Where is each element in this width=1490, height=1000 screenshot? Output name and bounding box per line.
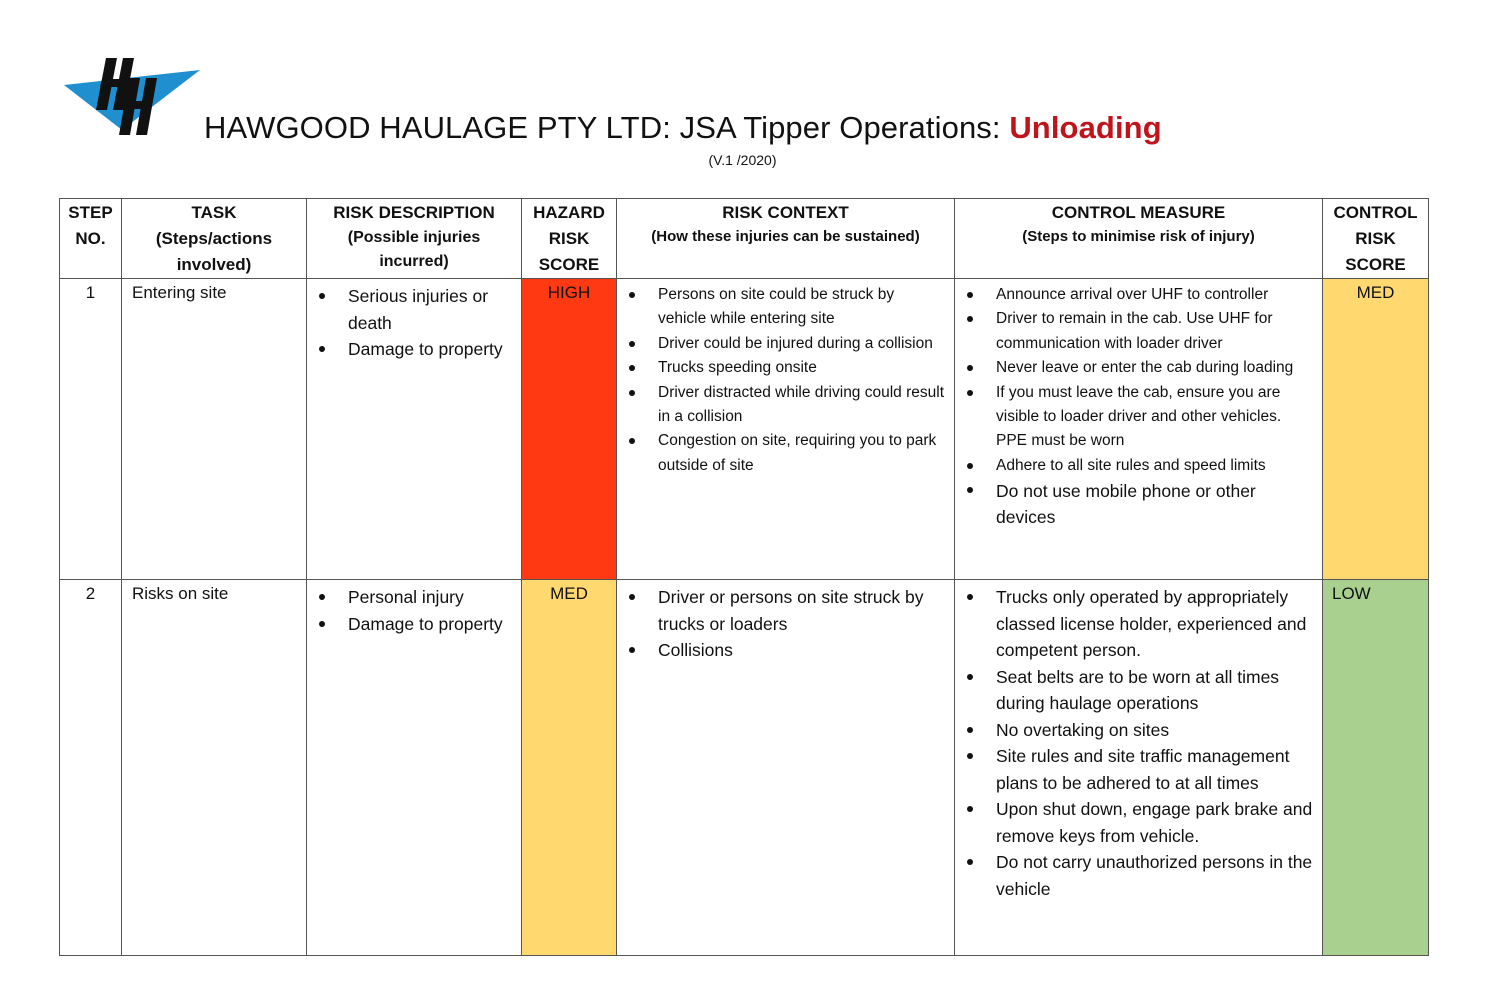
task-name: Entering site — [122, 279, 307, 580]
header-risk-desc-line1: RISK DESCRIPTION — [333, 203, 495, 222]
company-logo — [62, 52, 202, 142]
header-task-line3: involved) — [176, 255, 252, 274]
risk-context-cell — [617, 279, 955, 580]
header-control-line2: (Steps to minimise risk of injury) — [1022, 228, 1255, 245]
risk-description-list — [307, 580, 521, 637]
list-item: Site rules and site traffic management plans to be adhered to at all times — [955, 743, 1314, 796]
hazard-risk-score: HIGH — [522, 279, 617, 580]
list-item: Driver could be injured during a collision — [617, 332, 946, 356]
control-measure-list — [955, 279, 1322, 530]
title-accent: Unloading — [1009, 110, 1162, 145]
header-control-line1: CONTROL MEASURE — [1051, 203, 1226, 222]
list-item: Persons on site could be struck by vehicle while entering site — [617, 283, 946, 332]
header-control-score-line3: SCORE — [1345, 255, 1406, 274]
header-hazard-line2: RISK — [548, 229, 590, 248]
list-item: Upon shut down, engage park brake and remove keys from vehicle. — [955, 796, 1314, 849]
header-control-measure — [955, 199, 1323, 279]
list-item: Trucks only operated by appropriately classed license holder, experienced and competent person. — [955, 584, 1314, 664]
header-control-score-line2: RISK — [1355, 229, 1396, 248]
risk-description-cell — [307, 279, 522, 580]
list-item: Damage to property — [307, 611, 513, 638]
header-hazard-score — [522, 199, 617, 279]
hazard-risk-score: MED — [522, 580, 617, 956]
list-item: If you must leave the cab, ensure you are visible to loader driver and other vehicles. PPE must be worn — [955, 381, 1314, 454]
header-task-line2: (Steps/actions — [155, 229, 273, 248]
jsa-table — [59, 198, 1429, 956]
header-control-score — [1323, 199, 1429, 279]
control-risk-score: MED — [1323, 279, 1429, 580]
control-risk-score: LOW — [1323, 580, 1429, 956]
control-measure-list — [955, 580, 1322, 902]
list-item: Personal injury — [307, 584, 513, 611]
header-row — [60, 199, 1429, 279]
list-item: Never leave or enter the cab during loading — [955, 356, 1314, 380]
control-measure-cell — [955, 279, 1323, 580]
header-risk-description — [307, 199, 522, 279]
hawgood-logo-icon — [62, 52, 202, 142]
header-step-line2: NO. — [75, 229, 106, 248]
control-measure-cell — [955, 580, 1323, 956]
risk-context-list — [617, 580, 954, 664]
list-item: Trucks speeding onsite — [617, 356, 946, 380]
header-task-line1: TASK — [191, 203, 237, 222]
version-label: (V.1 /2020) — [708, 152, 777, 168]
table-row — [60, 580, 1429, 956]
risk-context-cell — [617, 580, 955, 956]
table-body — [60, 279, 1429, 956]
table-row — [60, 279, 1429, 580]
list-item: Do not carry unauthorized persons in the vehicle — [955, 849, 1314, 902]
risk-description-cell — [307, 580, 522, 956]
list-item: Adhere to all site rules and speed limits — [955, 454, 1314, 478]
list-item: Damage to property — [307, 336, 513, 363]
step-number: 1 — [60, 279, 122, 580]
list-item: Serious injuries or death — [307, 283, 513, 336]
step-number: 2 — [60, 580, 122, 956]
header-risk-context — [617, 199, 955, 279]
list-item: Driver distracted while driving could result in a collision — [617, 381, 946, 430]
list-item: No overtaking on sites — [955, 717, 1314, 744]
page-title — [204, 110, 1162, 146]
header-context-line1: RISK CONTEXT — [722, 203, 849, 222]
risk-description-list — [307, 279, 521, 363]
header-step-line1: STEP — [68, 203, 113, 222]
list-item: Driver or persons on site struck by trucks or loaders — [617, 584, 946, 637]
header-risk-desc-line2: (Possible injuries — [347, 229, 481, 246]
title-main: HAWGOOD HAULAGE PTY LTD: JSA Tipper Operations: — [204, 110, 1010, 145]
list-item: Seat belts are to be worn at all times during haulage operations — [955, 664, 1314, 717]
header-hazard-line1: HAZARD — [533, 203, 605, 222]
risk-context-list — [617, 279, 954, 478]
header-risk-desc-line3: incurred) — [379, 253, 449, 270]
list-item: Do not use mobile phone or other devices — [955, 478, 1314, 530]
list-item: Driver to remain in the cab. Use UHF for communication with loader driver — [955, 307, 1314, 356]
header-step — [60, 199, 122, 279]
list-item: Congestion on site, requiring you to park outside of site — [617, 429, 946, 478]
list-item: Announce arrival over UHF to controller — [955, 283, 1314, 307]
header-context-line2: (How these injuries can be sustained) — [651, 228, 920, 245]
list-item: Collisions — [617, 637, 946, 664]
header-hazard-line3: SCORE — [538, 255, 600, 274]
header-task — [122, 199, 307, 279]
header-control-score-line1: CONTROL — [1333, 203, 1418, 222]
task-name: Risks on site — [122, 580, 307, 956]
